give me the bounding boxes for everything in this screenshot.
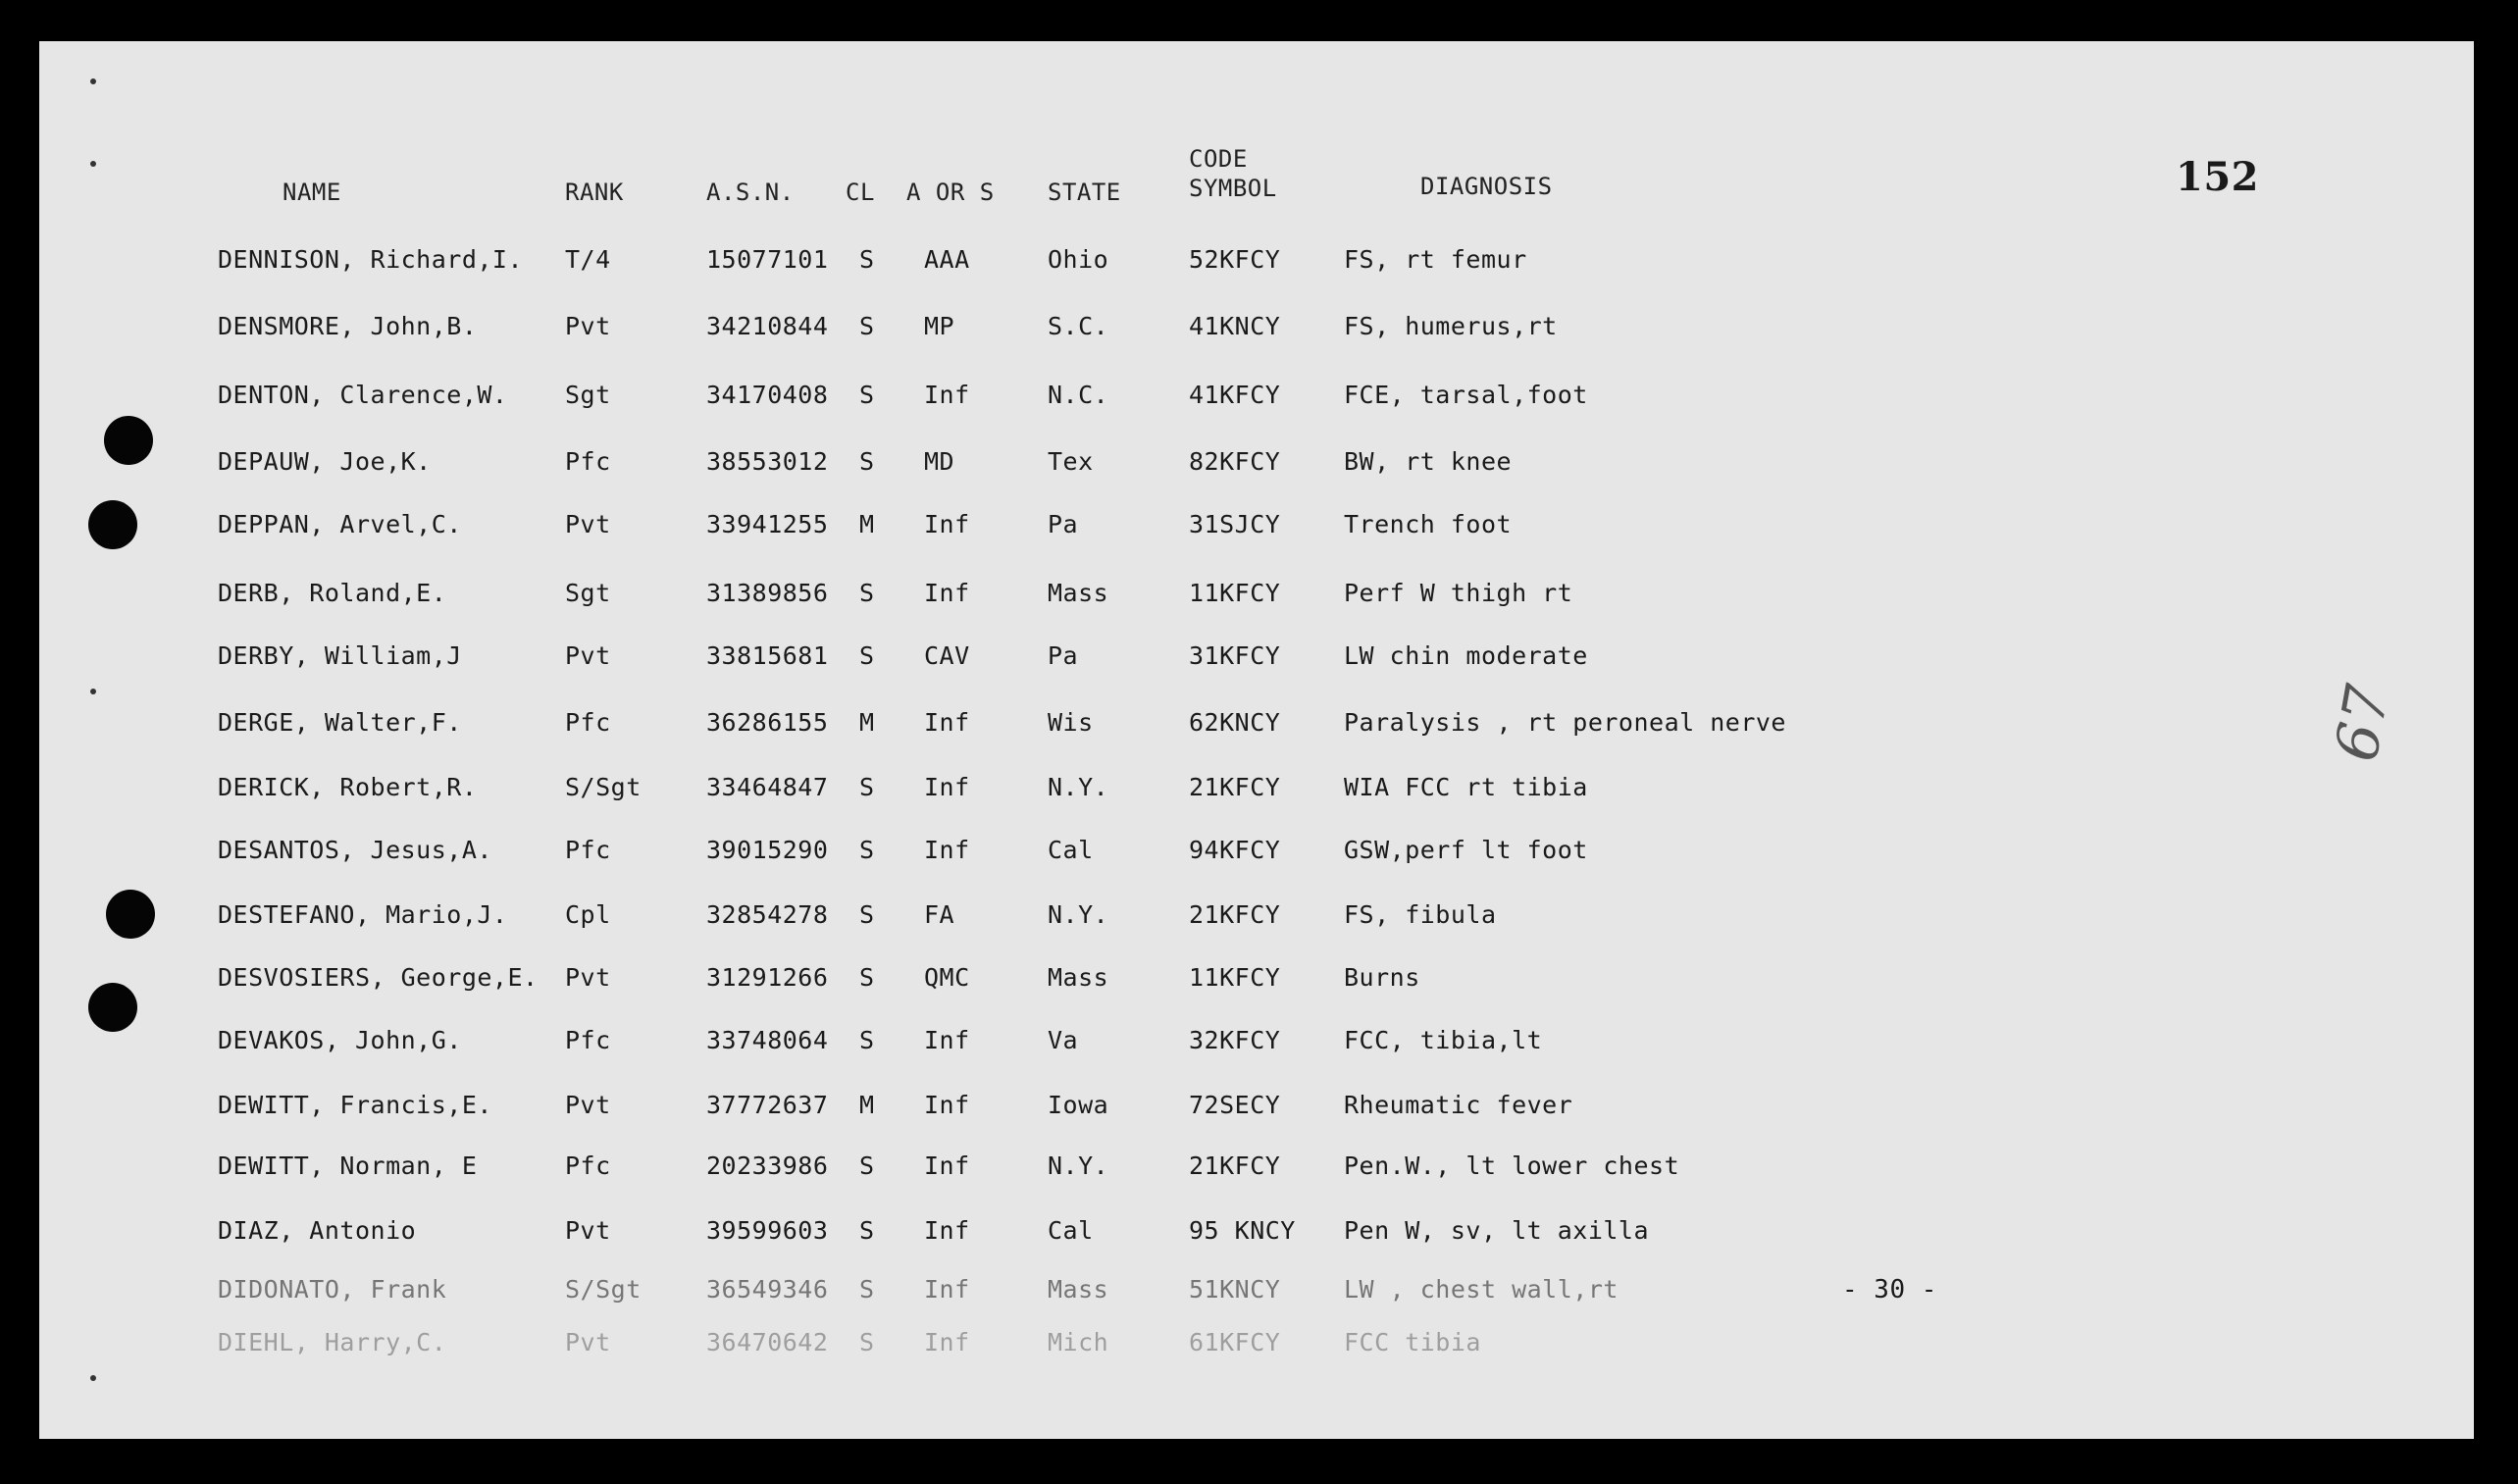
cell-asn: 39599603 — [706, 1216, 829, 1245]
header-cl: CL — [846, 179, 875, 206]
cell-code: 21KFCY — [1189, 1151, 1281, 1180]
cell-cl: M — [859, 708, 875, 737]
cell-name: DERBY, William,J — [218, 641, 462, 670]
cell-diagnosis: GSW,perf lt foot — [1344, 836, 1588, 864]
cell-code: 95 KNCY — [1189, 1216, 1296, 1245]
footer-page: - 30 - — [1842, 1275, 1937, 1305]
cell-arms: Inf — [924, 1151, 970, 1180]
cell-diagnosis: FCC, tibia,lt — [1344, 1026, 1543, 1054]
cell-arms: QMC — [924, 963, 970, 992]
cell-name: DEWITT, Norman, E — [218, 1151, 478, 1180]
cell-state: Pa — [1048, 510, 1079, 538]
cell-code: 11KFCY — [1189, 579, 1281, 607]
cell-diagnosis: BW, rt knee — [1344, 447, 1513, 476]
cell-state: Cal — [1048, 1216, 1094, 1245]
cell-diagnosis: Pen W, sv, lt axilla — [1344, 1216, 1650, 1245]
cell-asn: 37772637 — [706, 1091, 829, 1119]
cell-diagnosis: FCE, tarsal,foot — [1344, 381, 1588, 409]
cell-state: Va — [1048, 1026, 1079, 1054]
cell-asn: 32854278 — [706, 900, 829, 929]
cell-cl: S — [859, 641, 875, 670]
speck — [90, 78, 96, 84]
cell-rank: Sgt — [565, 579, 611, 607]
cell-state: N.Y. — [1048, 1151, 1109, 1180]
cell-state: Pa — [1048, 641, 1079, 670]
cell-asn: 20233986 — [706, 1151, 829, 1180]
header-rank: RANK — [565, 179, 624, 206]
cell-state: Mass — [1048, 963, 1109, 992]
cell-state: Mass — [1048, 1275, 1109, 1304]
cell-diagnosis: Trench foot — [1344, 510, 1513, 538]
header-name: NAME — [283, 179, 341, 206]
header-code: CODE — [1189, 145, 1248, 173]
cell-arms: Inf — [924, 1216, 970, 1245]
record-row — [39, 1328, 2474, 1367]
cell-arms: Inf — [924, 510, 970, 538]
cell-rank: Pfc — [565, 836, 611, 864]
cell-asn: 39015290 — [706, 836, 829, 864]
cell-name: DIAZ, Antonio — [218, 1216, 417, 1245]
header-diagnosis: DIAGNOSIS — [1420, 173, 1553, 200]
cell-arms: MP — [924, 312, 955, 340]
cell-arms: FA — [924, 900, 955, 929]
cell-name: DENNISON, Richard,I. — [218, 245, 524, 274]
cell-name: DEPAUW, Joe,K. — [218, 447, 432, 476]
cell-arms: Inf — [924, 773, 970, 801]
cell-state: Mass — [1048, 579, 1109, 607]
cell-diagnosis: FS, rt femur — [1344, 245, 1527, 274]
header-arms: A OR S — [906, 179, 995, 206]
header-symbol: SYMBOL — [1189, 175, 1277, 202]
cell-asn: 36549346 — [706, 1275, 829, 1304]
cell-cl: S — [859, 1026, 875, 1054]
cell-cl: S — [859, 245, 875, 274]
cell-asn: 34170408 — [706, 381, 829, 409]
cell-rank: Pvt — [565, 641, 611, 670]
cell-asn: 15077101 — [706, 245, 829, 274]
cell-state: Tex — [1048, 447, 1094, 476]
record-row — [39, 836, 2474, 875]
cell-name: DIDONATO, Frank — [218, 1275, 447, 1304]
cell-name: DERICK, Robert,R. — [218, 773, 478, 801]
cell-cl: M — [859, 1091, 875, 1119]
cell-rank: Pvt — [565, 1328, 611, 1356]
cell-rank: Pfc — [565, 447, 611, 476]
cell-diagnosis: Paralysis , rt peroneal nerve — [1344, 708, 1786, 737]
cell-arms: Inf — [924, 1328, 970, 1356]
cell-asn: 31389856 — [706, 579, 829, 607]
cell-state: N.C. — [1048, 381, 1109, 409]
record-row — [39, 900, 2474, 940]
cell-arms: Inf — [924, 1091, 970, 1119]
cell-cl: S — [859, 1275, 875, 1304]
cell-diagnosis: FCC tibia — [1344, 1328, 1481, 1356]
record-row — [39, 1216, 2474, 1255]
record-row — [39, 1091, 2474, 1130]
cell-code: 41KNCY — [1189, 312, 1281, 340]
header-state: STATE — [1048, 179, 1121, 206]
record-row — [39, 641, 2474, 681]
speck — [90, 689, 96, 694]
cell-cl: S — [859, 1328, 875, 1356]
cell-cl: S — [859, 963, 875, 992]
cell-asn: 38553012 — [706, 447, 829, 476]
cell-arms: CAV — [924, 641, 970, 670]
cell-asn: 36470642 — [706, 1328, 829, 1356]
cell-name: DERB, Roland,E. — [218, 579, 447, 607]
cell-cl: S — [859, 836, 875, 864]
cell-diagnosis: FS, humerus,rt — [1344, 312, 1558, 340]
cell-asn: 31291266 — [706, 963, 829, 992]
margin-note: 67 — [2322, 679, 2403, 767]
cell-rank: Pfc — [565, 1151, 611, 1180]
cell-name: DESANTOS, Jesus,A. — [218, 836, 492, 864]
cell-diagnosis: Burns — [1344, 963, 1420, 992]
cell-state: S.C. — [1048, 312, 1109, 340]
cell-arms: Inf — [924, 381, 970, 409]
cell-arms: Inf — [924, 1275, 970, 1304]
cell-state: Mich — [1048, 1328, 1109, 1356]
cell-diagnosis: FS, fibula — [1344, 900, 1497, 929]
cell-rank: Pvt — [565, 1091, 611, 1119]
cell-state: Cal — [1048, 836, 1094, 864]
record-row — [39, 381, 2474, 420]
speck — [90, 1375, 96, 1381]
cell-rank: Sgt — [565, 381, 611, 409]
cell-rank: Pvt — [565, 1216, 611, 1245]
cell-state: Wis — [1048, 708, 1094, 737]
record-row — [39, 773, 2474, 812]
cell-rank: Pvt — [565, 963, 611, 992]
cell-diagnosis: Pen.W., lt lower chest — [1344, 1151, 1680, 1180]
cell-rank: T/4 — [565, 245, 611, 274]
cell-asn: 33815681 — [706, 641, 829, 670]
record-row — [39, 1275, 2474, 1314]
cell-cl: M — [859, 510, 875, 538]
cell-diagnosis: LW , chest wall,rt — [1344, 1275, 1619, 1304]
cell-cl: S — [859, 1216, 875, 1245]
cell-cl: S — [859, 447, 875, 476]
cell-cl: S — [859, 900, 875, 929]
cell-arms: Inf — [924, 708, 970, 737]
record-row — [39, 510, 2474, 549]
cell-asn: 36286155 — [706, 708, 829, 737]
cell-rank: Pvt — [565, 312, 611, 340]
cell-code: 31KFCY — [1189, 641, 1281, 670]
cell-rank: Pfc — [565, 708, 611, 737]
cell-name: DESVOSIERS, George,E. — [218, 963, 539, 992]
cell-diagnosis: Rheumatic fever — [1344, 1091, 1573, 1119]
cell-state: N.Y. — [1048, 773, 1109, 801]
cell-rank: Pvt — [565, 510, 611, 538]
cell-diagnosis: LW chin moderate — [1344, 641, 1588, 670]
cell-code: 72SECY — [1189, 1091, 1281, 1119]
cell-rank: Pfc — [565, 1026, 611, 1054]
record-row — [39, 1151, 2474, 1191]
cell-code: 32KFCY — [1189, 1026, 1281, 1054]
cell-rank: S/Sgt — [565, 1275, 642, 1304]
cell-rank: S/Sgt — [565, 773, 642, 801]
speck — [90, 161, 96, 167]
cell-name: DENSMORE, John,B. — [218, 312, 478, 340]
record-row — [39, 447, 2474, 486]
cell-cl: S — [859, 579, 875, 607]
cell-code: 11KFCY — [1189, 963, 1281, 992]
cell-code: 62KNCY — [1189, 708, 1281, 737]
cell-name: DIEHL, Harry,C. — [218, 1328, 447, 1356]
cell-name: DENTON, Clarence,W. — [218, 381, 508, 409]
cell-arms: MD — [924, 447, 955, 476]
page-number: 152 — [2176, 154, 2259, 200]
cell-code: 82KFCY — [1189, 447, 1281, 476]
document-page — [39, 41, 2474, 1439]
cell-arms: AAA — [924, 245, 970, 274]
cell-arms: Inf — [924, 579, 970, 607]
cell-code: 31SJCY — [1189, 510, 1281, 538]
cell-code: 21KFCY — [1189, 900, 1281, 929]
cell-state: Ohio — [1048, 245, 1109, 274]
cell-asn: 33941255 — [706, 510, 829, 538]
cell-code: 21KFCY — [1189, 773, 1281, 801]
cell-cl: S — [859, 312, 875, 340]
record-row — [39, 579, 2474, 618]
cell-code: 41KFCY — [1189, 381, 1281, 409]
cell-state: N.Y. — [1048, 900, 1109, 929]
record-row — [39, 963, 2474, 1002]
cell-code: 51KNCY — [1189, 1275, 1281, 1304]
cell-asn: 33748064 — [706, 1026, 829, 1054]
cell-code: 94KFCY — [1189, 836, 1281, 864]
cell-name: DERGE, Walter,F. — [218, 708, 462, 737]
record-row — [39, 708, 2474, 747]
cell-code: 52KFCY — [1189, 245, 1281, 274]
header-asn: A.S.N. — [706, 179, 795, 206]
cell-name: DEVAKOS, John,G. — [218, 1026, 462, 1054]
cell-name: DEPPAN, Arvel,C. — [218, 510, 462, 538]
cell-cl: S — [859, 773, 875, 801]
cell-cl: S — [859, 1151, 875, 1180]
cell-cl: S — [859, 381, 875, 409]
record-row — [39, 1026, 2474, 1065]
cell-diagnosis: Perf W thigh rt — [1344, 579, 1573, 607]
cell-name: DESTEFANO, Mario,J. — [218, 900, 508, 929]
cell-asn: 34210844 — [706, 312, 829, 340]
cell-diagnosis: WIA FCC rt tibia — [1344, 773, 1588, 801]
cell-code: 61KFCY — [1189, 1328, 1281, 1356]
record-row — [39, 245, 2474, 284]
cell-arms: Inf — [924, 836, 970, 864]
cell-asn: 33464847 — [706, 773, 829, 801]
cell-arms: Inf — [924, 1026, 970, 1054]
cell-name: DEWITT, Francis,E. — [218, 1091, 492, 1119]
record-row — [39, 312, 2474, 351]
cell-rank: Cpl — [565, 900, 611, 929]
cell-state: Iowa — [1048, 1091, 1109, 1119]
